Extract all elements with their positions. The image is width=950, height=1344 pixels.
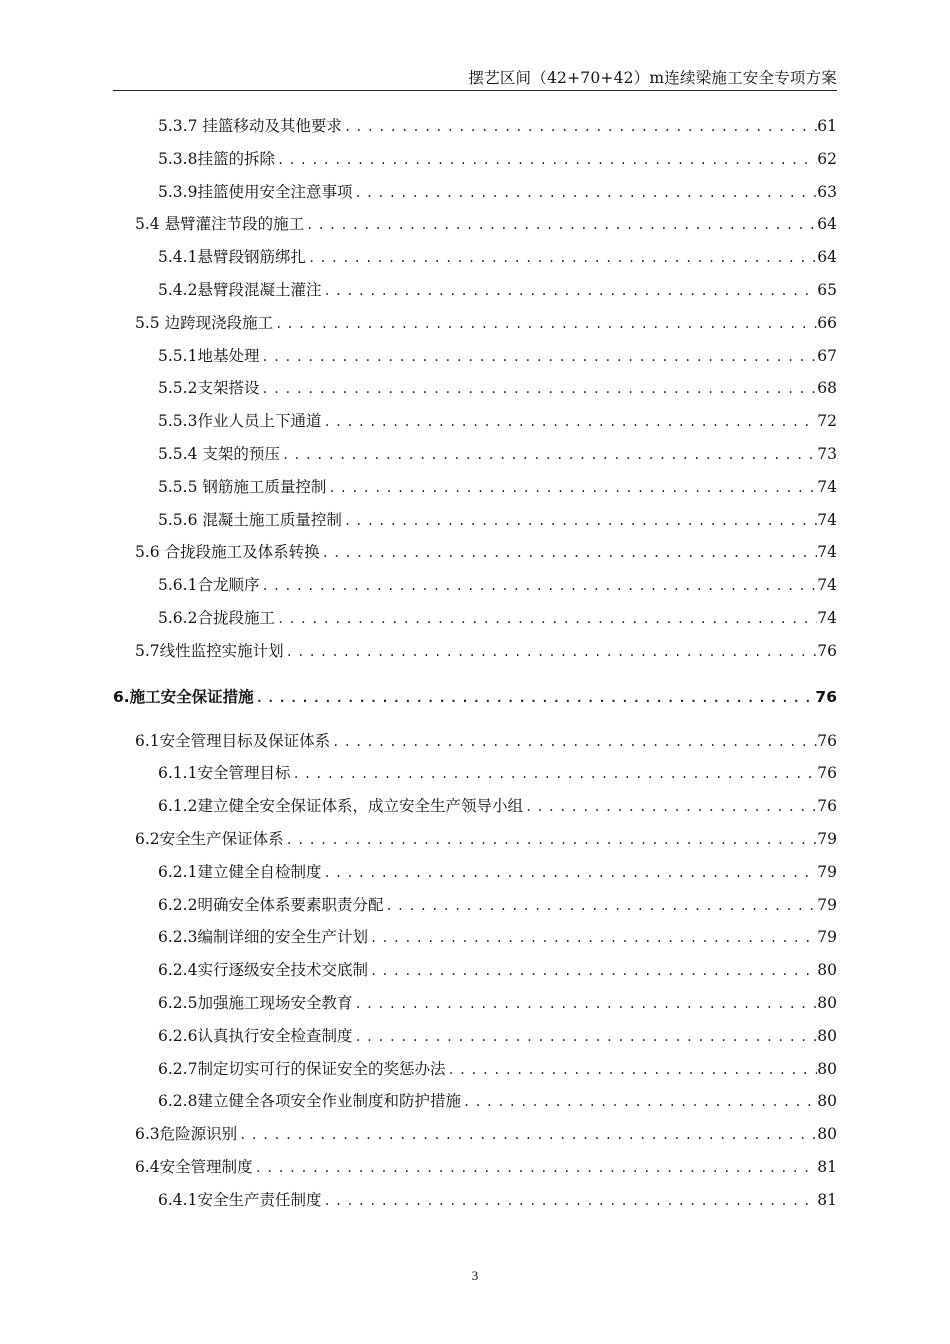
toc-entry[interactable]	[113, 569, 837, 602]
dot-leader	[253, 1152, 818, 1185]
toc-entry[interactable]	[113, 1184, 837, 1217]
dot-leader	[368, 955, 817, 988]
dot-leader	[321, 406, 817, 439]
dot-leader	[280, 439, 817, 472]
dot-leader	[321, 275, 817, 308]
dot-leader	[330, 726, 817, 759]
toc-entry-title: 6.2.2明确安全体系要素职责分配	[158, 895, 384, 914]
toc-entry-title: 6.2.7制定切实可行的保证安全的奖惩办法	[158, 1059, 446, 1078]
toc-entry-page: 64	[817, 215, 837, 234]
toc-entry[interactable]	[113, 987, 837, 1020]
toc-entry-title: 5.3.8挂篮的拆除	[158, 149, 275, 168]
toc-entry[interactable]	[113, 889, 837, 922]
toc-entry-page: 72	[817, 412, 837, 431]
dot-leader	[342, 505, 817, 538]
toc-entry-title: 6.4安全管理制度	[135, 1157, 253, 1176]
dot-leader	[326, 472, 817, 505]
toc-entry[interactable]	[113, 672, 837, 722]
toc-entry-page: 79	[817, 829, 837, 848]
toc-entry[interactable]	[113, 372, 837, 405]
dot-leader	[368, 922, 817, 955]
dot-leader	[352, 177, 817, 210]
toc-entry[interactable]	[113, 921, 837, 954]
toc-entry-title: 6.1.1安全管理目标	[158, 764, 291, 783]
toc-entry-title: 6.4.1安全生产责任制度	[158, 1190, 322, 1209]
toc-entry-title: 6.2.5加强施工现场安全教育	[158, 993, 353, 1012]
toc-entry-page: 76	[815, 687, 837, 706]
toc-entry-title: 5.5.2支架搭设	[158, 379, 260, 398]
toc-entry-title: 6.2.1建立健全自检制度	[158, 862, 322, 881]
toc-entry-title: 5.5.3作业人员上下通道	[158, 412, 322, 431]
toc-entry-page: 63	[817, 182, 837, 201]
dot-leader	[290, 758, 817, 791]
dot-leader	[273, 308, 817, 341]
toc-entry-title: 6.1安全管理目标及保证体系	[135, 731, 331, 750]
dot-leader	[461, 1086, 817, 1119]
toc-entry[interactable]	[113, 1085, 837, 1118]
dot-leader	[321, 857, 817, 890]
dot-leader	[259, 341, 817, 374]
toc-entry[interactable]	[113, 504, 837, 537]
toc-entry-page: 74	[817, 477, 837, 496]
dot-leader	[275, 603, 817, 636]
toc-entry-title: 5.6.1合龙顺序	[158, 576, 260, 595]
toc-entry-title: 5.5.4 支架的预压	[158, 444, 280, 463]
toc-entry-page: 79	[817, 862, 837, 881]
toc-entry-title: 5.3.9挂篮使用安全注意事项	[158, 182, 353, 201]
toc-entry[interactable]	[113, 405, 837, 438]
dot-leader	[284, 824, 818, 857]
toc-entry-title: 6.2.4实行逐级安全技术交底制	[158, 961, 368, 980]
toc-entry[interactable]	[113, 438, 837, 471]
toc-entry[interactable]	[113, 757, 837, 790]
toc-entry-title: 6.2.8建立健全各项安全作业制度和防护措施	[158, 1092, 461, 1111]
toc-entry-page: 66	[817, 313, 837, 332]
toc-entry-page: 73	[817, 444, 837, 463]
toc-entry-title: 5.5.5 钢筋施工质量控制	[158, 477, 327, 496]
dot-leader	[523, 791, 817, 824]
toc-entry[interactable]	[113, 1053, 837, 1086]
toc-entry-title: 5.7线性监控实施计划	[135, 641, 284, 660]
toc-entry[interactable]	[113, 823, 837, 856]
page-header	[113, 64, 837, 91]
toc-entry-title: 5.5 边跨现浇段施工	[135, 313, 274, 332]
toc-entry[interactable]	[113, 1020, 837, 1053]
toc-entry-page: 80	[817, 1026, 837, 1045]
dot-leader	[352, 1021, 817, 1054]
toc-entry-page: 80	[817, 1059, 837, 1078]
toc-entry[interactable]	[113, 602, 837, 635]
toc-entry-page: 79	[817, 895, 837, 914]
toc-entry-page: 80	[817, 961, 837, 980]
dot-leader	[304, 209, 817, 242]
toc-entry-page: 62	[817, 149, 837, 168]
dot-leader	[259, 373, 817, 406]
toc-entry[interactable]	[113, 856, 837, 889]
toc-entry[interactable]	[113, 340, 837, 373]
toc-entry[interactable]	[113, 176, 837, 209]
toc-entry[interactable]	[113, 954, 837, 987]
toc-entry-title: 5.3.7 挂篮移动及其他要求	[158, 117, 342, 135]
toc-entry-page: 76	[817, 764, 837, 783]
toc-entry-page: 76	[817, 797, 837, 816]
toc-entry-page: 74	[817, 543, 837, 562]
dot-leader	[352, 988, 817, 1021]
toc-entry-page: 65	[817, 280, 837, 299]
toc-entry-title: 6.施工安全保证措施	[113, 687, 254, 706]
dot-leader	[284, 636, 818, 669]
toc-entry-title: 5.4.2悬臂段混凝土灌注	[158, 280, 322, 299]
dot-leader	[342, 111, 817, 144]
toc-entry-title: 6.2安全生产保证体系	[135, 829, 284, 848]
toc-entry-title: 6.1.2建立健全安全保证体系，成立安全生产领导小组	[158, 797, 523, 816]
toc-entry[interactable]	[113, 1118, 837, 1151]
toc-entry-title: 5.6 合拢段施工及体系转换	[135, 543, 320, 562]
toc-entry-page: 80	[817, 1092, 837, 1111]
dot-leader	[445, 1054, 817, 1087]
toc-entry[interactable]	[113, 241, 837, 274]
toc-entry-page: 64	[817, 248, 837, 267]
toc-entry-page: 61	[817, 117, 837, 135]
toc-entry[interactable]	[113, 471, 837, 504]
toc-entry-title: 6.2.3编制详细的安全生产计划	[158, 928, 368, 947]
dot-leader	[254, 673, 816, 723]
toc-entry-page: 74	[817, 608, 837, 627]
dot-leader	[383, 890, 817, 923]
toc-entry-page: 76	[817, 731, 837, 750]
toc-entry-page: 67	[817, 346, 837, 365]
toc-entry-page: 74	[817, 510, 837, 529]
toc-entry-page: 81	[817, 1157, 837, 1176]
toc-entry-page: 80	[817, 1125, 837, 1144]
toc-entry[interactable]	[113, 274, 837, 307]
toc-entry-page: 79	[817, 928, 837, 947]
dot-leader	[320, 537, 818, 570]
toc-entry-page: 68	[817, 379, 837, 398]
toc-entry[interactable]	[113, 110, 837, 143]
toc-entry[interactable]	[113, 725, 837, 758]
toc-entry[interactable]	[113, 790, 837, 823]
document-title: 摆艺区间（42+70+42）m连续梁施工安全专项方案	[468, 69, 837, 87]
toc-entry[interactable]	[113, 536, 837, 569]
toc-entry[interactable]	[113, 208, 837, 241]
toc-entry-title: 5.4 悬臂灌注节段的施工	[135, 215, 305, 234]
toc-entry-title: 6.3危险源识别	[135, 1125, 238, 1144]
dot-leader	[259, 570, 817, 603]
page-number: 3	[471, 1268, 479, 1283]
dot-leader	[275, 144, 817, 177]
toc-entry[interactable]	[113, 1151, 837, 1184]
toc-entry-title: 5.5.6 混凝土施工质量控制	[158, 510, 342, 529]
dot-leader	[306, 242, 817, 275]
toc-entry[interactable]	[113, 635, 837, 668]
toc-entry-title: 5.4.1悬臂段钢筋绑扎	[158, 248, 306, 267]
table-of-contents	[113, 110, 837, 1217]
toc-entry-page: 76	[817, 641, 837, 660]
toc-entry-page: 81	[817, 1190, 837, 1209]
toc-entry[interactable]	[113, 307, 837, 340]
toc-entry[interactable]	[113, 143, 837, 176]
toc-entry-page: 74	[817, 576, 837, 595]
toc-entry-title: 5.5.1地基处理	[158, 346, 260, 365]
toc-entry-page: 80	[817, 993, 837, 1012]
toc-entry-title: 5.6.2合拢段施工	[158, 608, 275, 627]
dot-leader	[321, 1185, 817, 1218]
toc-entry-title: 6.2.6认真执行安全检查制度	[158, 1026, 353, 1045]
dot-leader	[237, 1119, 817, 1152]
